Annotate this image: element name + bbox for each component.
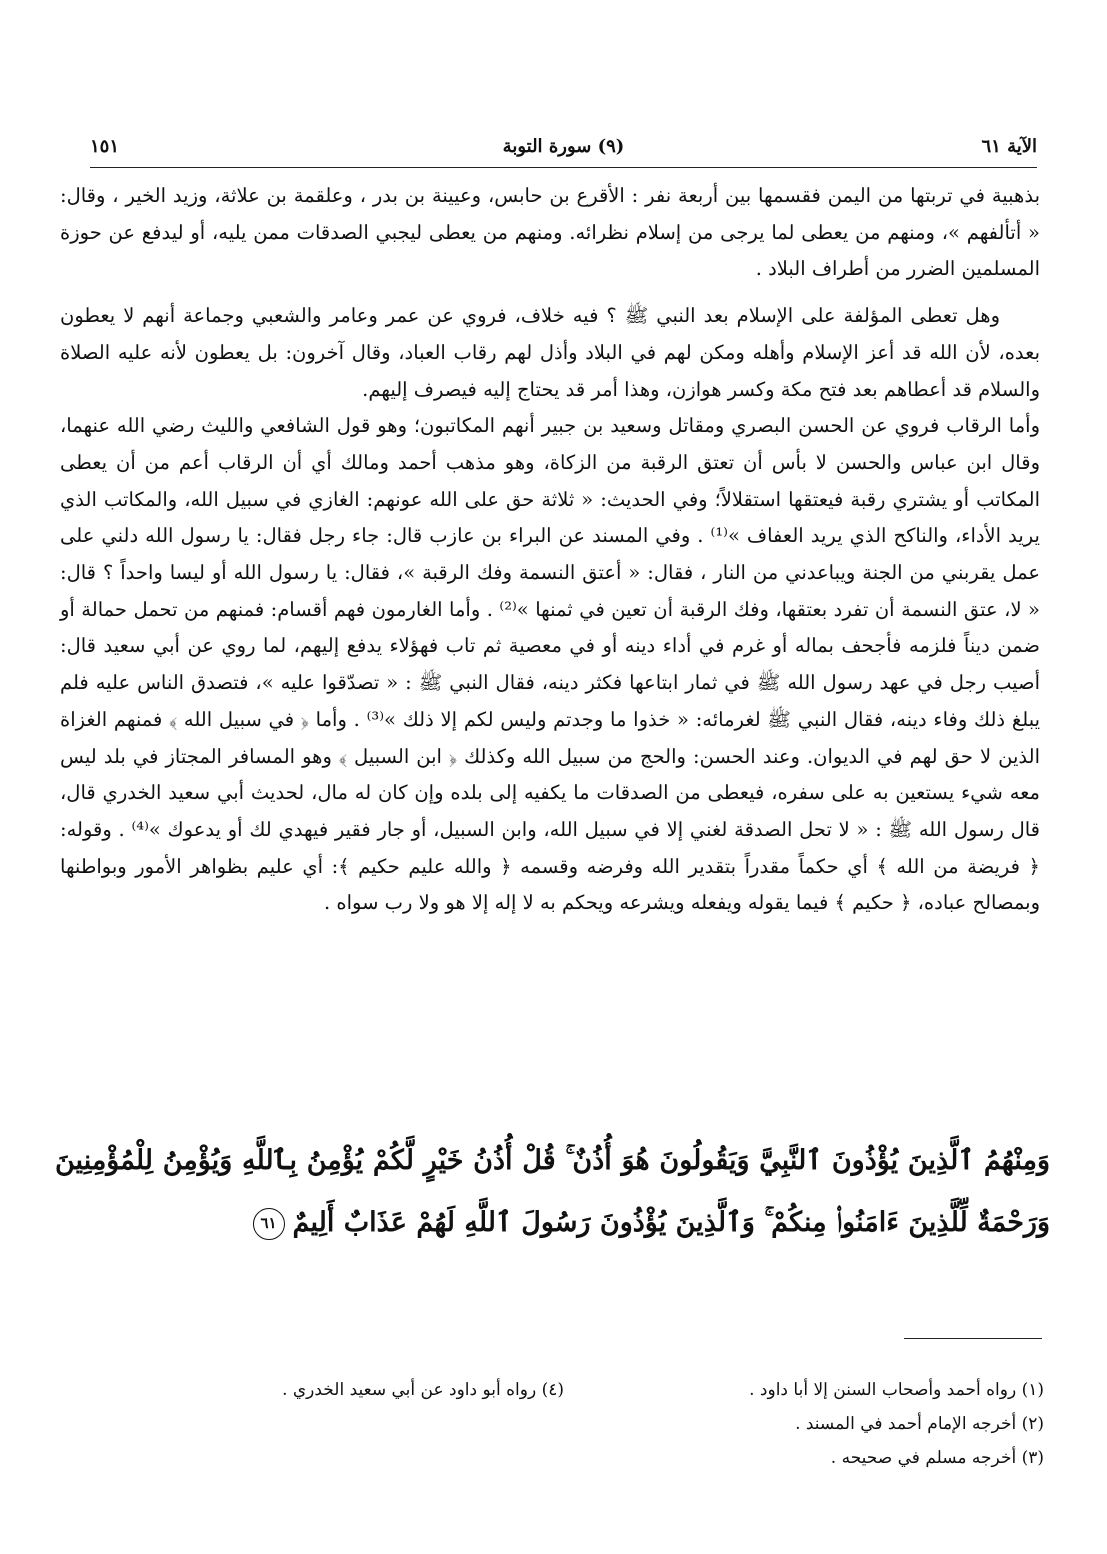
quran-verse	[55, 1130, 1050, 1254]
paragraph: بذهبية في تربتها من اليمن فقسمها بين أربعة نفر : الأقرع بن حابس، وعيينة بن بدر ، وعلقمة بن علاثة، وزيد الخير ، وقال: « أتألفهم »، ومنهم من يعطى لما يرجى من إسلام نظرائه. ومنهم من يعطى ليجبي الصدقات ممن يليه، أو ليدفع عن حوزة المسلمين الضرر من أطراف البلاد .	[60, 184, 1040, 281]
footnote: (٣) أخرجه مسلم في صحيحه .	[830, 1448, 1044, 1468]
header-divider	[90, 167, 1037, 168]
surah-title: (٩) سورة التوبة	[502, 136, 625, 157]
verse-text: وَمِنْهُمُ ٱلَّذِينَ يُؤْذُونَ ٱلنَّبِيَّ وَيَقُولُونَ هُوَ أُذُنٌ ۚ قُلْ أُذُنُ خَيْرٍ لَّكُمْ يُؤْمِنُ بِٱللَّهِ وَيُؤْمِنُ لِلْمُؤْمِنِينَ وَرَحْمَةٌ لِّلَّذِينَ ءَامَنُوا۟ مِنكُمْ ۚ وَٱلَّذِينَ يُؤْذُونَ رَسُولَ ٱللَّهِ لَهُمْ عَذَابٌ أَلِيمٌ	[55, 1145, 1050, 1238]
paragraph: وهل تعطى المؤلفة على الإسلام بعد النبي ﷺ ؟ فيه خلاف، فروي عن عمر وعامر والشعبي وجماعة أنهم لا يعطون بعده، لأن الله قد أعز الإسلام وأهله ومكن لهم في البلاد وأذل لهم رقاب العباد، وقال آخرون: بل يعطون لأنه عليه الصلاة والسلام قد أعطاهم بعد فتح مكة وكسر هوازن، وهذا أمر قد يحتاج إليه فيصرف إليهم.	[60, 304, 1040, 401]
footnote: (١) رواه أحمد وأصحاب السنن إلا أبا داود .	[749, 1380, 1044, 1400]
verse-reference: الآية ٦١	[981, 136, 1037, 157]
verse-number-medallion: ٦١	[253, 1208, 285, 1240]
commentary-text	[60, 178, 1040, 922]
footnote-divider	[904, 1338, 1042, 1339]
page-header	[90, 128, 1037, 168]
footnotes-column-left	[124, 1373, 564, 1407]
footnotes-column-right	[564, 1373, 1044, 1475]
footnote: (٢) أخرجه الإمام أحمد في المسند .	[795, 1414, 1044, 1434]
footnote: (٤) رواه أبو داود عن أبي سعيد الخدري .	[282, 1380, 564, 1400]
page-number: ١٥١	[90, 136, 120, 157]
paragraph: وأما الرقاب فروي عن الحسن البصري ومقاتل وسعيد بن جبير أنهم المكاتبون؛ وهو قول الشافعي والليث رضي الله عنهما، وقال ابن عباس والحسن لا بأس أن تعتق الرقبة من الزكاة، وهو مذهب أحمد ومالك أي أن الرقاب أعم من أن يعطى المكاتب أو يشتري رقبة فيعتقها استقلالاً؛ وفي الحديث: « ثلاثة حق على الله عونهم: الغازي في سبيل الله، والمكاتب الذي يريد الأداء، والناكح الذي يريد العفاف »⁽¹⁾ . وفي المسند عن البراء بن عازب قال: جاء رجل فقال: يا رسول الله دلني على عمل يقربني من الجنة ويباعدني من النار ، فقال: « أعتق النسمة وفك الرقبة »، فقال: يا رسول الله أو ليسا واحداً ؟ قال: « لا، عتق النسمة أن تفرد بعتقها، وفك الرقبة أن تعين في ثمنها »⁽²⁾ . وأما الغارمون فهم أقسام: فمنهم من تحمل حمالة أو ضمن ديناً فلزمه فأجحف بماله أو غرم في أداء دينه أو في معصية ثم تاب فهؤلاء يدفع إليهم، لما روي عن أبي سعيد قال: أصيب رجل في عهد رسول الله ﷺ في ثمار ابتاعها فكثر دينه، فقال النبي ﷺ : « تصدّقوا عليه »، فتصدق الناس عليه فلم يبلغ ذلك وفاء دينه، فقال النبي ﷺ لغرمائه: « خذوا ما وجدتم وليس لكم إلا ذلك »⁽³⁾ . وأما ﴿ في سبيل الله ﴾ فمنهم الغزاة الذين لا حق لهم في الديوان. وعند الحسن: والحج من سبيل الله وكذلك ﴿ ابن السبيل ﴾ وهو المسافر المجتاز في بلد ليس معه شيء يستعين به على سفره، فيعطى من الصدقات ما يكفيه إلى بلده وإن كان له مال، لحديث أبي سعيد الخدري قال، قال رسول الله ﷺ : « لا تحل الصدقة لغني إلا في سبيل الله، وابن السبيل، أو جار فقير فيهدي لك أو يدعوك »⁽⁴⁾ . وقوله: ﴿ فريضة من الله ﴾ أي حكماً مقدراً بتقدير الله وفرضه وقسمه ﴿ والله عليم حكيم ﴾: أي عليم بظواهر الأمور وبواطنها وبمصالح عباده، ﴿ حكيم ﴾ فيما يقوله ويفعله ويشرعه ويحكم به لا إله إلا هو ولا رب سواه .	[60, 414, 1041, 915]
